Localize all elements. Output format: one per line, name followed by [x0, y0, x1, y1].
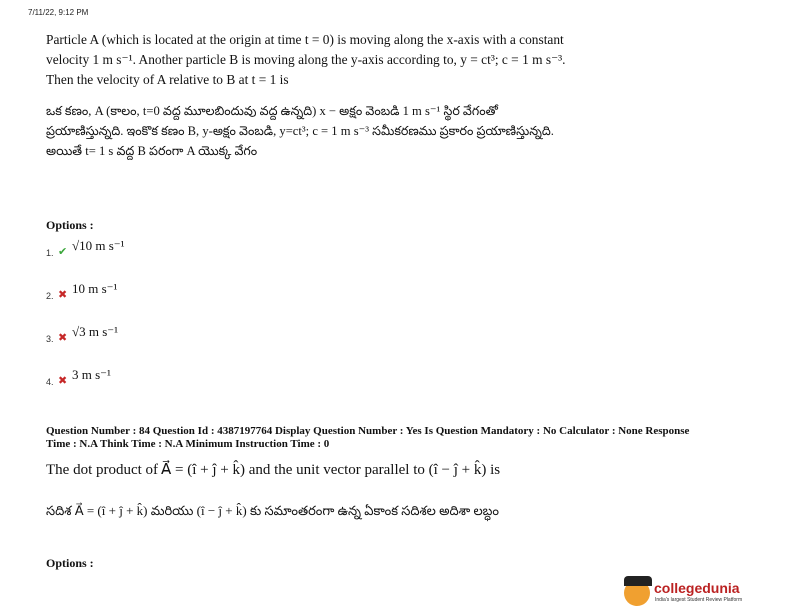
q84-meta-line2: Time : N.A Think Time : N.A Minimum Instruction Time : 0: [46, 437, 330, 450]
q84-meta: [46, 425, 766, 450]
cross-icon: ✖: [58, 332, 68, 344]
option-number: 4.: [46, 377, 54, 387]
check-icon: ✔: [58, 246, 68, 258]
option-text: 10 m s⁻¹: [72, 281, 118, 296]
logo-name: collegedunia: [654, 580, 740, 596]
q83-options-label: Options :: [46, 218, 94, 232]
q84-telugu-text: సదిశ A⃗ = (î + ĵ + k̂) మరియు (î − ĵ + k̂) కు సమాంతరంగా ఉన్న ఏకాంక సదిశల అదిశా లబ్ధం: [46, 503, 500, 518]
logo-tagline: India's largest Student Review Platform: [655, 597, 743, 603]
collegedunia-logo: [624, 578, 784, 608]
option-number: 3.: [46, 334, 54, 344]
q83-english-text: Particle A (which is located at the origin at time t = 0) is moving along the x-axis with a constant velocity 1 m s⁻¹. Another particle B is moving along the y-axis according to, y = ct³; c = 1 m s⁻³. Then the velocity of A relative to B at t = 1 is: [46, 32, 566, 87]
q84-options-label: Options :: [46, 556, 94, 570]
q84-english-text: The dot product of A⃗ = (î + ĵ + k̂) and the unit vector parallel to (î − ĵ + k̂) is: [46, 462, 501, 478]
q83-telugu-text: ఒక కణం, A (కాలం, t=0 వద్ద మూలబిందువు వద్ద ఉన్నది) x − అక్షం వెంబడి 1 m s⁻¹ స్థిర వేగంతో ప్రయాణిస్తున్నది. ఇంకొక కణం B, y-అక్షం వెంబడి, y=ct³; c = 1 m s⁻³ సమీకరణము ప్రకారం ప్రయాణిస్తున్నది. అయితే t= 1 s వద్ద B పరంగా A యొక్క వేగం: [46, 104, 554, 158]
timestamp: 7/11/22, 9:12 PM: [28, 8, 89, 17]
option-text: √10 m s⁻¹: [72, 238, 125, 253]
q84-meta-line1: Question Number : 84 Question Id : 4387197764 Display Question Number : Yes Is Question Mandatory : No Calculator : None Response: [46, 425, 690, 437]
cross-icon: ✖: [58, 289, 68, 301]
option-text: 3 m s⁻¹: [72, 367, 111, 382]
cross-icon: ✖: [58, 375, 68, 387]
mascot-icon: [624, 580, 650, 606]
option-number: 2.: [46, 291, 54, 301]
option-text: √3 m s⁻¹: [72, 324, 119, 339]
option-number: 1.: [46, 248, 54, 258]
